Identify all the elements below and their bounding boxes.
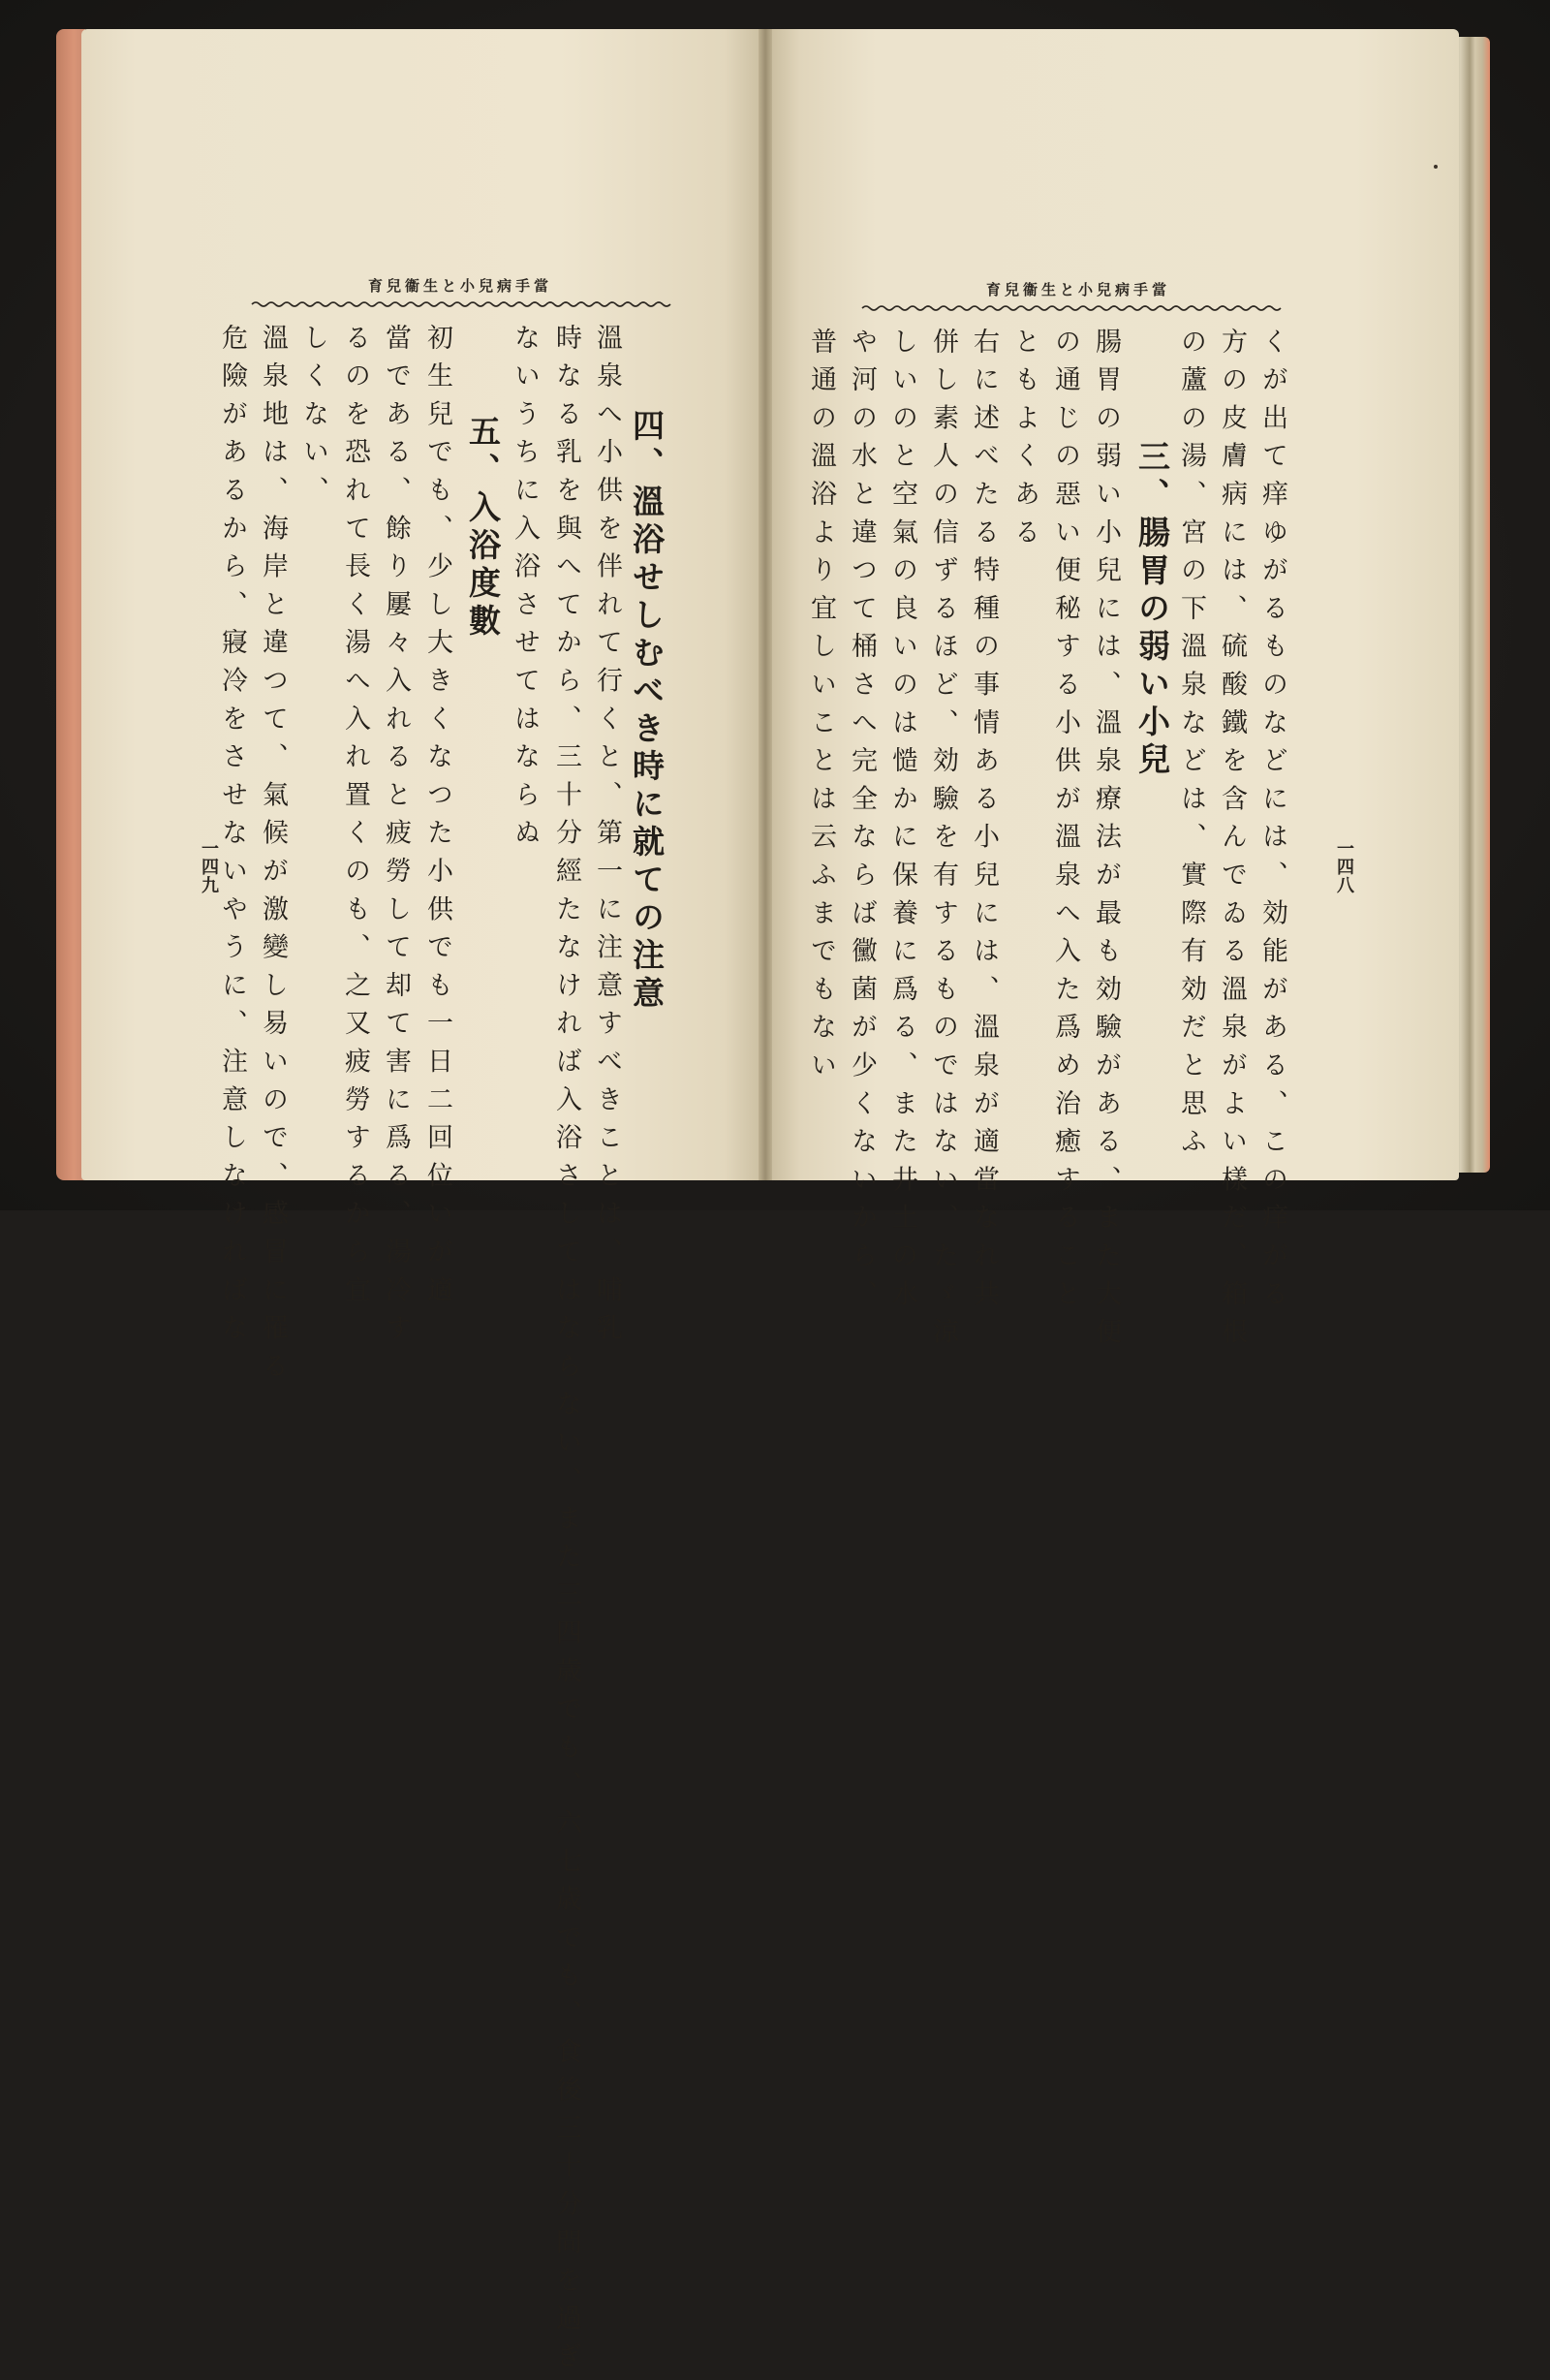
left-text-column-4: 初生兒でも、少し大きくなつた小供でも一日二回位いが適 (422, 324, 452, 1314)
right-text-column-3: の蘆の湯、宮の下溫泉などは、實際有効だと思ふ (1176, 328, 1206, 1166)
left-text-column-3: ないうちに入浴させてはならぬ (510, 324, 540, 858)
left-text-column-1: 溫泉へ小供を伴れて行くと、第一に注意すべきことは、哺乳 (592, 324, 622, 1353)
right-text-column-4: 腸胃の弱い小兒には、溫泉療法が最も効驗がある、また大便 (1091, 328, 1121, 1357)
right-page-number: 一四八 (1334, 839, 1354, 894)
left-text-column-8: 溫泉地は、海岸と違つて、氣候が激變し易いので、感冒に罹る (258, 324, 288, 1391)
right-text-column-9: しいのと空氣の良いのは慥かに保養に爲る、また井土の水 (887, 328, 917, 1318)
left-text-column-6: るのを恐れて長く湯へ入れ置くのも、之又疲勞するから宜 (340, 324, 370, 1314)
right-text-column-6: ともよくある (1009, 328, 1039, 556)
left-wavy-rule (252, 300, 674, 308)
left-section-heading-4: 四、溫浴せしむべき時に就ての注意 (628, 409, 666, 1014)
right-text-column-2: 方の皮膚病には、硫酸鐵を含んでゐる溫泉がよい樣だ、箱根 (1217, 328, 1247, 1357)
right-text-column-5: の通じの惡い便秘する小供が溫泉へ入た爲め治癒すること (1050, 328, 1080, 1318)
book-gutter (759, 29, 772, 1180)
left-text-column-2: 時なる乳を與へてから、三十分經たなければ入浴さしてはならない、また三四歳でも、六七歳でも、食後三十分間を過ぎ (551, 324, 581, 2380)
right-text-column-1: くが出て痒ゆがるものなどには、効能がある、この痒がる (1257, 328, 1287, 1318)
paper-blemish (1434, 165, 1438, 169)
right-wavy-rule (862, 304, 1285, 312)
right-page (765, 29, 1459, 1357)
right-text-column-10: や河の水と違つて桶さへ完全ならば黴菌が少くないから、 (847, 328, 877, 1318)
right-text-column-11: 普通の溫浴より宜しいことは云ふまでもない (806, 328, 836, 1089)
left-page-number: 一四九 (199, 839, 219, 894)
left-text-column-7: しくない、 (298, 324, 328, 515)
left-text-column-9: 危險があるから、寢冷をさせないやうに、注意しなければな (217, 324, 247, 1353)
left-page (81, 29, 765, 2380)
left-running-head: 育兒衞生と小兒病手當 (368, 277, 553, 295)
left-text-column-5: 當である、餘り屢々入れると疲勞して却て害に爲る、湯冷す (381, 324, 411, 1353)
right-text-column-7: 右に述べたる特種の事情ある小兒には、溫泉が適當なれ共 (969, 328, 999, 1318)
right-text-column-8: 併し素人の信ずるほど、効驗を有するものではない、たゞ涼 (928, 328, 958, 1357)
right-running-head: 育兒衞生と小兒病手當 (986, 281, 1171, 298)
left-section-heading-5: 五、入浴度數 (464, 415, 502, 642)
right-section-heading-3: 三、腸胃の弱い小兒 (1133, 440, 1171, 780)
